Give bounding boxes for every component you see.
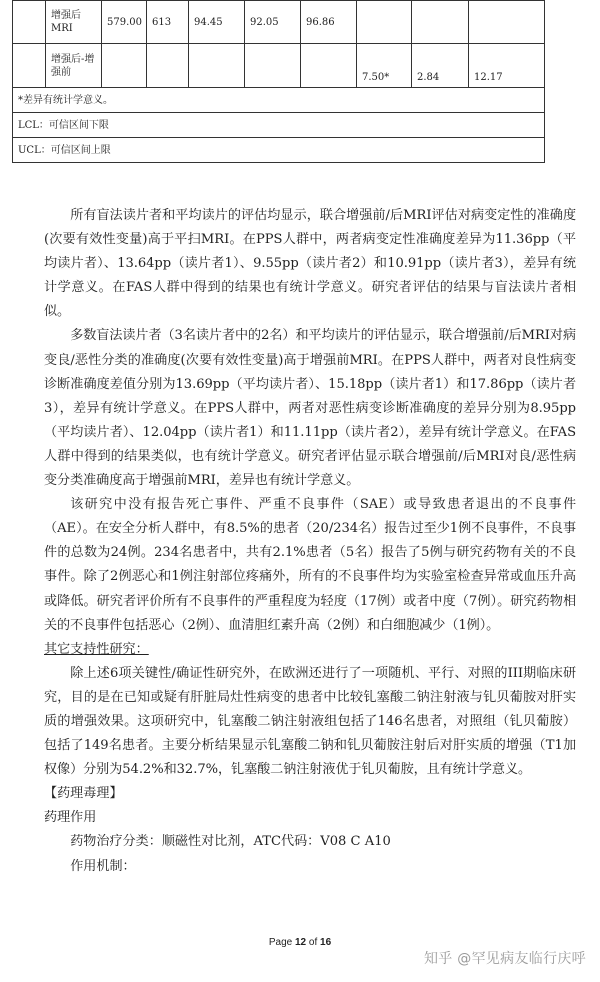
table-row bbox=[13, 44, 545, 88]
paragraph-accuracy: 所有盲法读片者和平均读片的评估均显示，联合增强前/后MRI评估对病变定性的准确度(次要有效性变量)高于平扫MRI。在PPS人群中，两者病变定性准确度差异为11.36pp（平均读片者）、13.64pp（读片者1）、9.55pp（读片者2）和10.91pp（读片者3），差异有统计学意义。在FAS人群中得到的结果也有统计学意义。研究者评估的结果与盲法读片者相似。 bbox=[44, 208, 576, 320]
table-cell bbox=[147, 44, 189, 88]
page-total: 16 bbox=[320, 937, 332, 948]
table-cell: 94.45 bbox=[189, 1, 245, 44]
heading-text: 其它支持性研究： bbox=[44, 641, 149, 657]
table-cell: 92.05 bbox=[245, 1, 301, 44]
table-cell: 96.86 bbox=[301, 1, 357, 44]
row-label: 增强后MRI bbox=[46, 1, 102, 44]
table-row bbox=[13, 1, 545, 44]
paragraph-safety: 该研究中没有报告死亡事件、严重不良事件（SAE）或导致患者退出的不良事件（AE）。在安全分析人群中，有8.5%的患者（20/234名）报告过至少1例不良事件，不良事件的总数为24例。234名患者中，共有2.1%患者（5名）报告了5例与研究药物有关的不良事件。除了2例恶心和1例注射部位疼痛外，所有的不良事件均为实验室检查异常或血压升高或降低。研究者评价所有不良事件的严重程度为轻度（17例）或者中度（7例）。研究药物相关的不良事件包括恶心（2例）、血清胆红素升高（2例）和白细胞减少（1例）。 bbox=[44, 497, 576, 633]
table-cell: 7.50* bbox=[357, 44, 412, 88]
table-cell bbox=[189, 44, 245, 88]
row-label: 增强后-增强前 bbox=[46, 44, 102, 88]
table-cell bbox=[469, 1, 545, 44]
table-note-row bbox=[13, 113, 545, 138]
mechanism-heading: 作用机制： bbox=[70, 858, 136, 874]
paragraph-supportive-study: 除上述6项关键性/确证性研究外，在欧洲还进行了一项随机、平行、对照的III期临床研究，目的是在已知或疑有肝脏局灶性病变的患者中比较钆塞酸二钠注射液与钆贝葡胺对肝实质的增强效果。这项研究中，钆塞酸二钠注射液组包括了146名患者，对照组（钆贝葡胺）包括了149名患者。主要分析结果显示钆塞酸二钠和钆贝葡胺注射后对肝实质的增强（T1加权像）分别为54.2%和32.7%，钆塞酸二钠注射液优于钆贝葡胺，且有统计学意义。 bbox=[44, 665, 576, 778]
of-word: of bbox=[308, 937, 318, 948]
page-footer bbox=[0, 937, 600, 948]
table-note-row bbox=[13, 138, 545, 163]
document-body bbox=[44, 204, 576, 879]
table-cell bbox=[13, 1, 46, 44]
table-cell bbox=[245, 44, 301, 88]
table-cell bbox=[301, 44, 357, 88]
results-table bbox=[12, 0, 545, 163]
page-word: Page bbox=[268, 937, 293, 948]
table-note: *差异有统计学意义。 bbox=[13, 88, 545, 113]
table-cell bbox=[13, 44, 46, 88]
table-cell bbox=[102, 44, 147, 88]
watermark: 知乎 @罕见病友临行庆呼 bbox=[423, 951, 586, 967]
table-cell: 613 bbox=[147, 1, 189, 44]
section-heading-pharmacology: 【药理毒理】 bbox=[44, 786, 123, 802]
atc-classification: 药物治疗分类：顺磁性对比剂，ATC代码：V08 C A10 bbox=[70, 834, 391, 850]
table-cell: 579.00 bbox=[102, 1, 147, 44]
paragraph-classification: 多数盲法读片者（3名读片者中的2名）和平均读片的评估显示，联合增强前/后MRI对病变良/恶性分类的准确度(次要有效性变量)高于增强前MRI。在PPS人群中，两者对良性病变诊断准确度差值分别为13.69pp（平均读片者）、15.18pp（读片者1）和17.86pp（读片者3），差异有统计学意义。在PPS人群中，两者对恶性病变诊断准确度的差异分别为8.95pp（平均读片者）、12.04pp（读片者1）和11.11pp（读片者2），差异有统计学意义。在FAS人群中得到的结果类似，也有统计学意义。研究者评估显示联合增强前/后MRI对良/恶性病变分类准确度高于增强前MRI，差异也有统计学意义。 bbox=[44, 328, 576, 489]
section-heading-supportive bbox=[44, 638, 576, 662]
table-cell: 2.84 bbox=[412, 44, 469, 88]
table-cell bbox=[412, 1, 469, 44]
table-note: LCL：可信区间下限 bbox=[13, 113, 545, 138]
table-note-row bbox=[13, 88, 545, 113]
table-cell bbox=[357, 1, 412, 44]
table-cell: 12.17 bbox=[469, 44, 545, 88]
table-note: UCL：可信区间上限 bbox=[13, 138, 545, 163]
subheading-pharmacology: 药理作用 bbox=[44, 810, 97, 826]
page-number: 12 bbox=[294, 937, 307, 948]
